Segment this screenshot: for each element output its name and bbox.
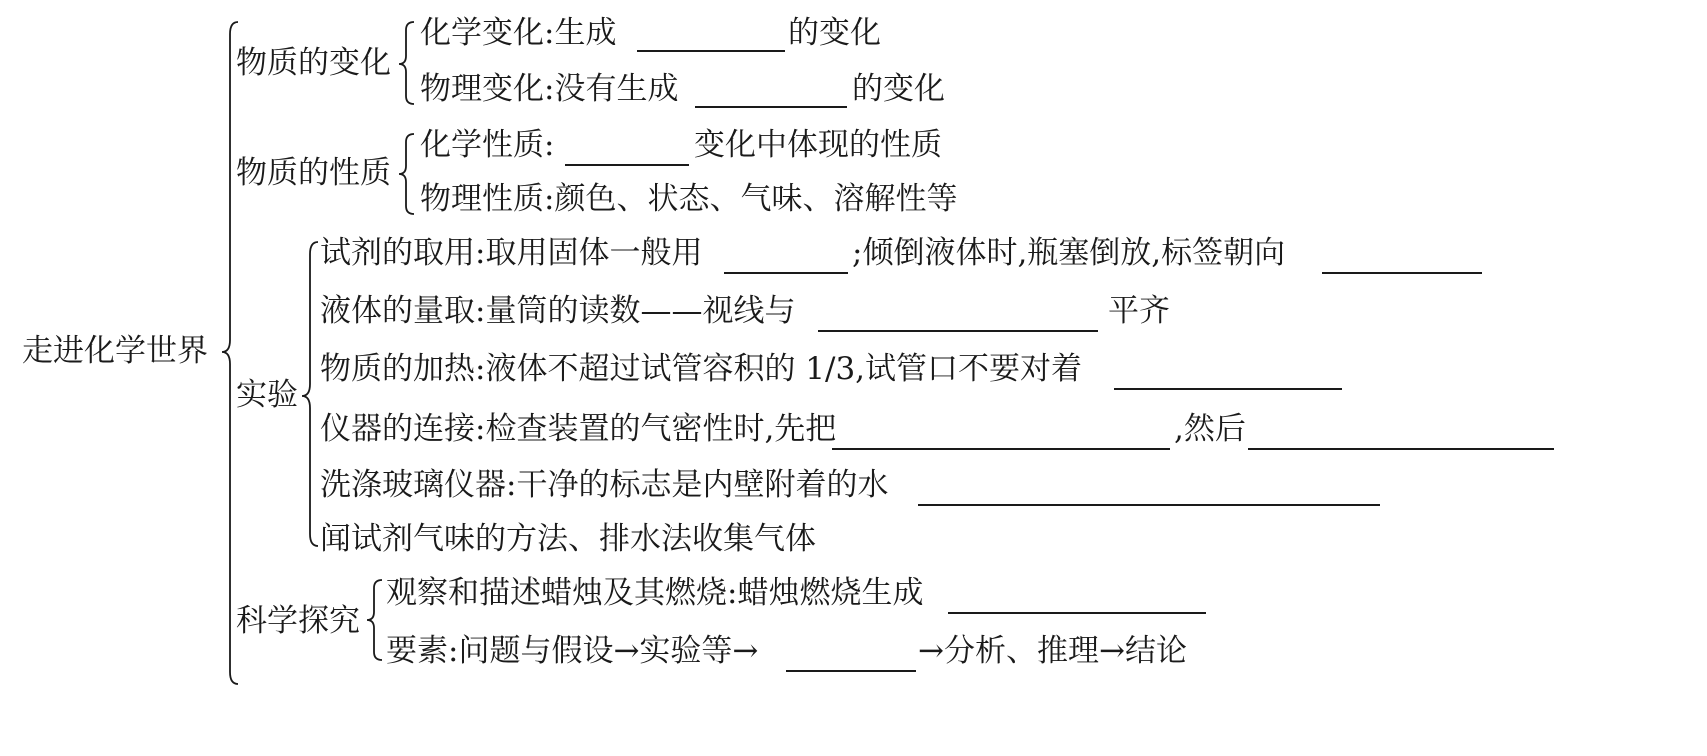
connect-text-b: ,然后 [1174, 411, 1246, 447]
phys-change-blank[interactable] [695, 106, 847, 108]
phys-change-label: 物理变化:没有生成 [420, 71, 679, 107]
experiment-title: 实验 [236, 377, 298, 413]
chem-property-blank[interactable] [565, 164, 689, 166]
property-title: 物质的性质 [236, 155, 391, 191]
elements-blank[interactable] [786, 670, 916, 672]
heating-text-a: 物质的加热:液体不超过试管容积的 1/3,试管口不要对着 [320, 351, 1083, 387]
measure-text-b: 平齐 [1108, 293, 1170, 329]
connect-blank-1[interactable] [832, 448, 1170, 450]
wash-blank[interactable] [918, 504, 1380, 506]
measure-text-a: 液体的量取:量筒的读数——视线与 [320, 293, 796, 329]
chem-change-label: 化学变化:生成 [420, 15, 617, 51]
reagent-text-b: ;倾倒液体时,瓶塞倒放,标签朝向 [852, 235, 1286, 271]
reagent-text-a: 试剂的取用:取用固体一般用 [320, 235, 703, 271]
candle-blank[interactable] [948, 612, 1206, 614]
phys-property-text: 物理性质:颜色、状态、气味、溶解性等 [420, 181, 958, 217]
chem-property-after: 变化中体现的性质 [694, 127, 942, 163]
wash-text-a: 洗涤玻璃仪器:干净的标志是内壁附着的水 [320, 467, 889, 503]
inquiry-bracket [367, 580, 382, 660]
measure-blank[interactable] [818, 330, 1098, 332]
root-bracket [222, 22, 238, 684]
chem-property-label: 化学性质: [420, 127, 555, 163]
reagent-blank-2[interactable] [1322, 272, 1482, 274]
experiment-bracket [302, 242, 318, 546]
chem-change-blank[interactable] [637, 50, 785, 52]
elements-text-a: 要素:问题与假设→实验等→ [386, 633, 759, 669]
reagent-blank-1[interactable] [724, 272, 848, 274]
phys-change-after: 的变化 [852, 71, 945, 107]
root-label: 走进化学世界 [22, 333, 208, 369]
change-bracket [399, 22, 414, 104]
connect-text-a: 仪器的连接:检查装置的气密性时,先把 [320, 411, 837, 447]
change-title: 物质的变化 [236, 45, 391, 81]
smell-text: 闻试剂气味的方法、排水法收集气体 [320, 521, 816, 557]
inquiry-title: 科学探究 [236, 603, 360, 639]
property-bracket [399, 134, 414, 214]
heating-blank[interactable] [1114, 388, 1342, 390]
candle-text-a: 观察和描述蜡烛及其燃烧:蜡烛燃烧生成 [386, 575, 924, 611]
chem-change-after: 的变化 [788, 15, 881, 51]
elements-text-b: →分析、推理→结论 [918, 633, 1187, 669]
connect-blank-2[interactable] [1248, 448, 1554, 450]
